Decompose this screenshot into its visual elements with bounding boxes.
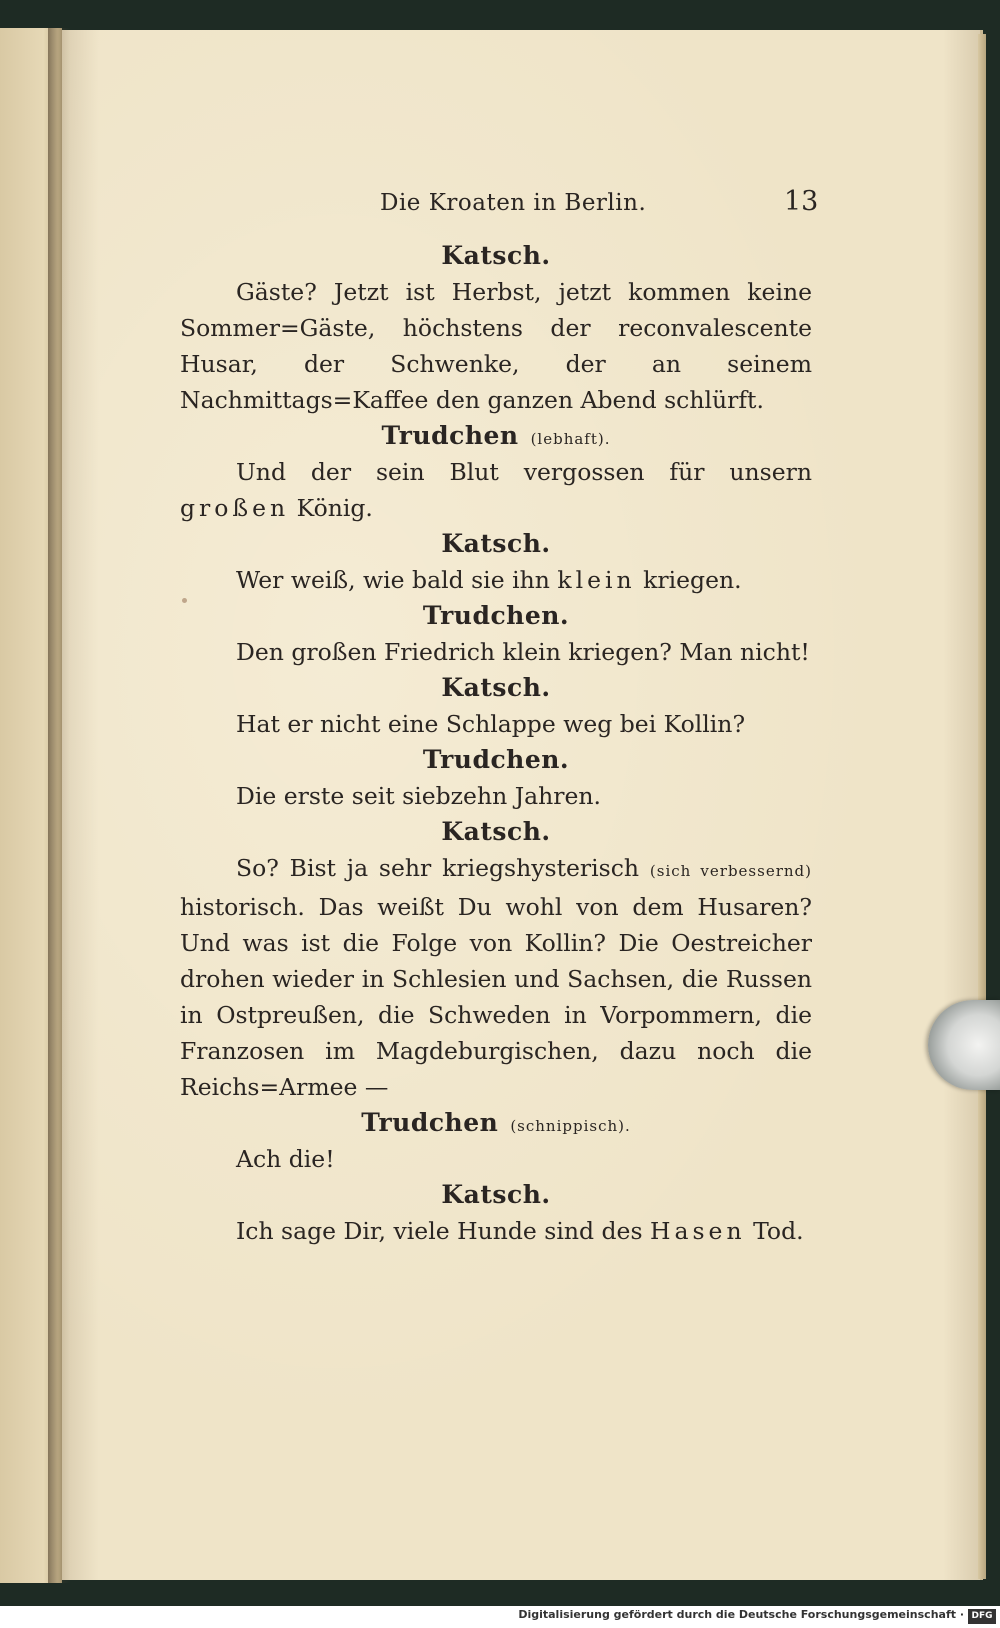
speaker-name [180, 238, 812, 274]
page-number: 13 [784, 186, 819, 217]
speaker-name [180, 1177, 812, 1213]
speech-text: kriegen. [643, 566, 742, 594]
speaker-name [180, 742, 812, 778]
speech-text: Wer weiß, wie bald sie ihn [236, 566, 550, 594]
stage-direction: (lebhaft). [530, 430, 611, 448]
speech-text: Tod. [753, 1217, 804, 1245]
speaker-label: Katsch. [441, 817, 551, 846]
speaker-name [180, 598, 812, 634]
speaker-label: Trudchen [361, 1108, 499, 1137]
speaker-label: Katsch. [441, 529, 551, 558]
page-header [62, 186, 980, 226]
funding-credit: Digitalisierung gefördert durch die Deutsche Forschungsgemeinschaft · [518, 1608, 964, 1621]
emphasized-word: großen [180, 494, 290, 522]
dfg-logo: DFG [968, 1609, 996, 1624]
speaker-name [180, 814, 812, 850]
speaker-name [180, 526, 812, 562]
speaker-name [180, 418, 812, 454]
speech-text: So? Bist ja sehr kriegshysterisch [236, 854, 640, 882]
binding-gutter [48, 28, 70, 1583]
speaker-name [180, 1105, 812, 1141]
emphasized-word: Hasen [649, 1217, 746, 1245]
footer-bar [0, 1606, 1000, 1628]
speaker-label: Katsch. [441, 241, 551, 270]
speech-paragraph: Gäste? Jetzt ist Herbst, jetzt kommen keine Sommer=Gäste, höchstens der reconvalescente Husar, der Schwenke, der an seinem Nachmittags=Kaffee den ganzen Abend schlürft. [180, 278, 812, 414]
stage-direction: (schnippisch). [510, 1117, 631, 1135]
speaker-label: Trudchen [381, 421, 519, 450]
speaker-name [180, 670, 812, 706]
speech-paragraph: Den großen Friedrich klein kriegen? Man nicht! [236, 638, 810, 666]
speech-paragraph: Hat er nicht eine Schlappe weg bei Kollin? [236, 710, 746, 738]
running-title: Die Kroaten in Berlin. [380, 190, 647, 216]
speaker-label: Katsch. [441, 673, 551, 702]
speech-text: Ich sage Dir, viele Hunde sind des [236, 1217, 643, 1245]
speech-text: König. [296, 494, 373, 522]
emphasized-word: klein [557, 566, 636, 594]
speaker-label: Katsch. [441, 1180, 551, 1209]
stage-direction: (sich verbessernd) [649, 862, 812, 880]
speech-paragraph: Die erste seit siebzehn Jahren. [236, 782, 602, 810]
speaker-label: Trudchen. [422, 745, 570, 774]
speech-text: Und der sein Blut vergossen für unsern [236, 458, 812, 486]
page-fore-edge [978, 34, 986, 1579]
speech-paragraph [180, 850, 812, 1105]
speech-text: historisch. Das weißt Du wohl von dem Husaren? Und was ist die Folge von Kollin? Die Oestreicher drohen wieder in Schlesien und Sachsen, die Russen in Ostpreußen, die Schweden in Vorpommern, die Franzosen im Magdeburgischen, dazu noch die Reichs=Armee — [180, 893, 812, 1101]
speaker-label: Trudchen. [422, 601, 570, 630]
speech-paragraph [180, 454, 812, 526]
play-text [180, 238, 812, 1249]
speech-paragraph [180, 1213, 812, 1249]
speech-paragraph [180, 562, 812, 598]
speech-paragraph: Ach die! [236, 1145, 335, 1173]
